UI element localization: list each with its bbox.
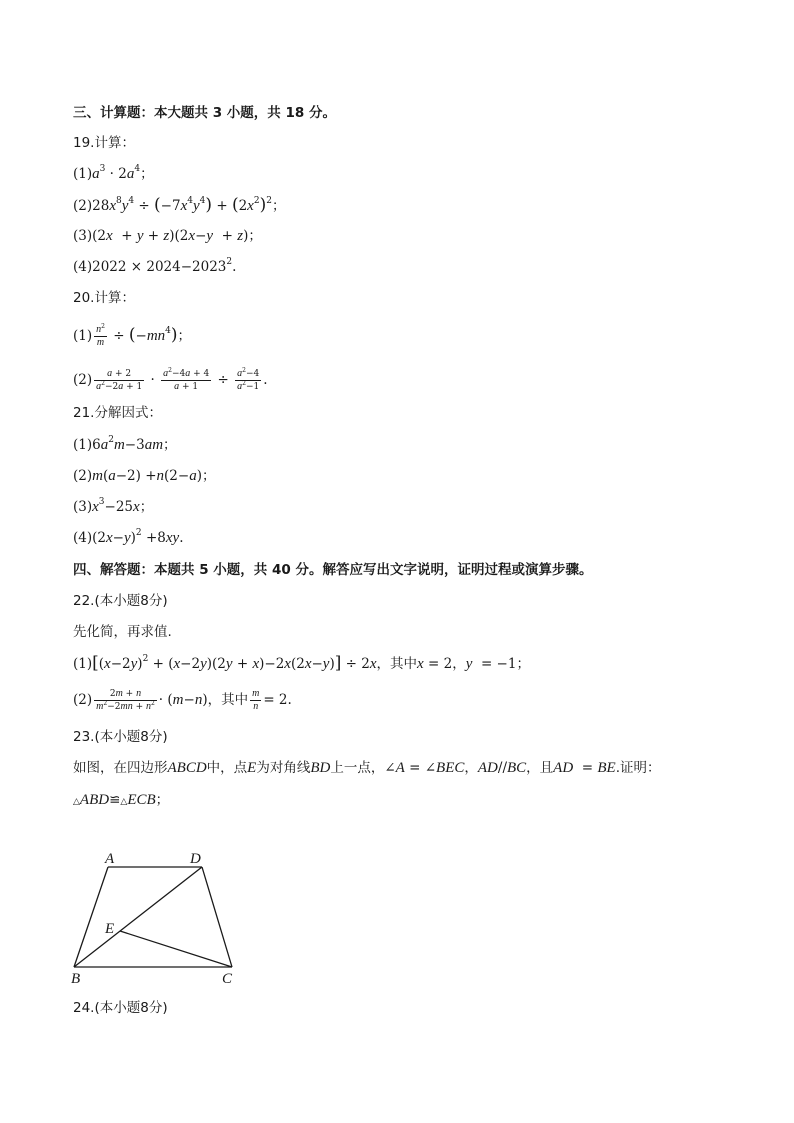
label-d: D [190, 851, 201, 867]
q22-part-1: $(1)[(x-2y)^2 + (x-2y)(2y + x)-2x(2x-y)] \div 2x$，其中x = 2，y = −1； [73, 653, 530, 673]
section-3-heading: 三、计算题：本大题共 3 小题，共 18 分。 [73, 105, 336, 121]
q22-part-2: (2) $\frac{2m + n}{m^2-2mn + n^2}$ · (m−n)，其中 $\frac{m}{n}$ = 2. [73, 688, 292, 712]
question-23-header: 23.(本小题8分) [73, 729, 168, 745]
q22-instruction: 先化简，再求值. [73, 624, 172, 640]
label-b: B [71, 971, 81, 987]
label-c: C [222, 971, 233, 987]
question-20-title: 20.计算： [73, 290, 135, 306]
question-22-header: 22.(本小题8分) [73, 593, 168, 609]
q21-part-2: (2)m(a−2) +n(2−a)； [73, 468, 216, 484]
q20-part-1: (1) $\frac{n^2}{m}$ ÷ $(-mn^4)$； [73, 323, 192, 348]
label-e: E [105, 921, 115, 937]
section-4-heading: 四、解答题：本题共 5 小题，共 40 分。解答应写出文字说明，证明过程或演算步骤。 [73, 562, 593, 578]
diagonal-bd [74, 867, 202, 967]
q21-part-4: $(4)(2x-y)^2 +8xy$. [73, 528, 184, 546]
q20-part-2: (2) $\frac{a + 2}{a^2-2a + 1}$ · $\frac{a^2-4a + 4}{a + 1}$ ÷ $\frac{a^2-4}{a^2-1}$ . [73, 367, 268, 392]
label-a: A [105, 851, 115, 867]
question-19-title: 19.计算： [73, 135, 135, 151]
q23-to-prove: △ABD≌△ECB； [73, 792, 170, 808]
segment-ec [120, 931, 232, 967]
q19-part-3: (3)(2x + y + z)(2x−y + z)； [73, 228, 262, 244]
q19-part-1: $(1)a^3 \cdot 2a^4$； [73, 164, 154, 182]
q21-part-3: $(3)x^3-25x$； [73, 497, 154, 515]
segment-ab [74, 867, 108, 967]
q19-part-2: $(2)28x^8y^4 \div (-7x^4y^4) + (2x^2)^2$； [73, 195, 286, 215]
q23-stem: 如图，在四边形ABCD中，点E为对角线BD上一点，∠A = ∠BEC，AD//BC，且AD = BE.证明： [73, 760, 661, 776]
q21-part-1: $(1)6a^2m-3am$； [73, 435, 177, 453]
q19-part-4: $(4)2022 \times 2024-2023^2$. [73, 257, 237, 275]
segment-dc [202, 867, 232, 967]
question-24-header: 24.(本小题8分) [73, 1000, 168, 1016]
question-21-title: 21.分解因式： [73, 405, 162, 421]
quadrilateral-figure [65, 845, 245, 990]
